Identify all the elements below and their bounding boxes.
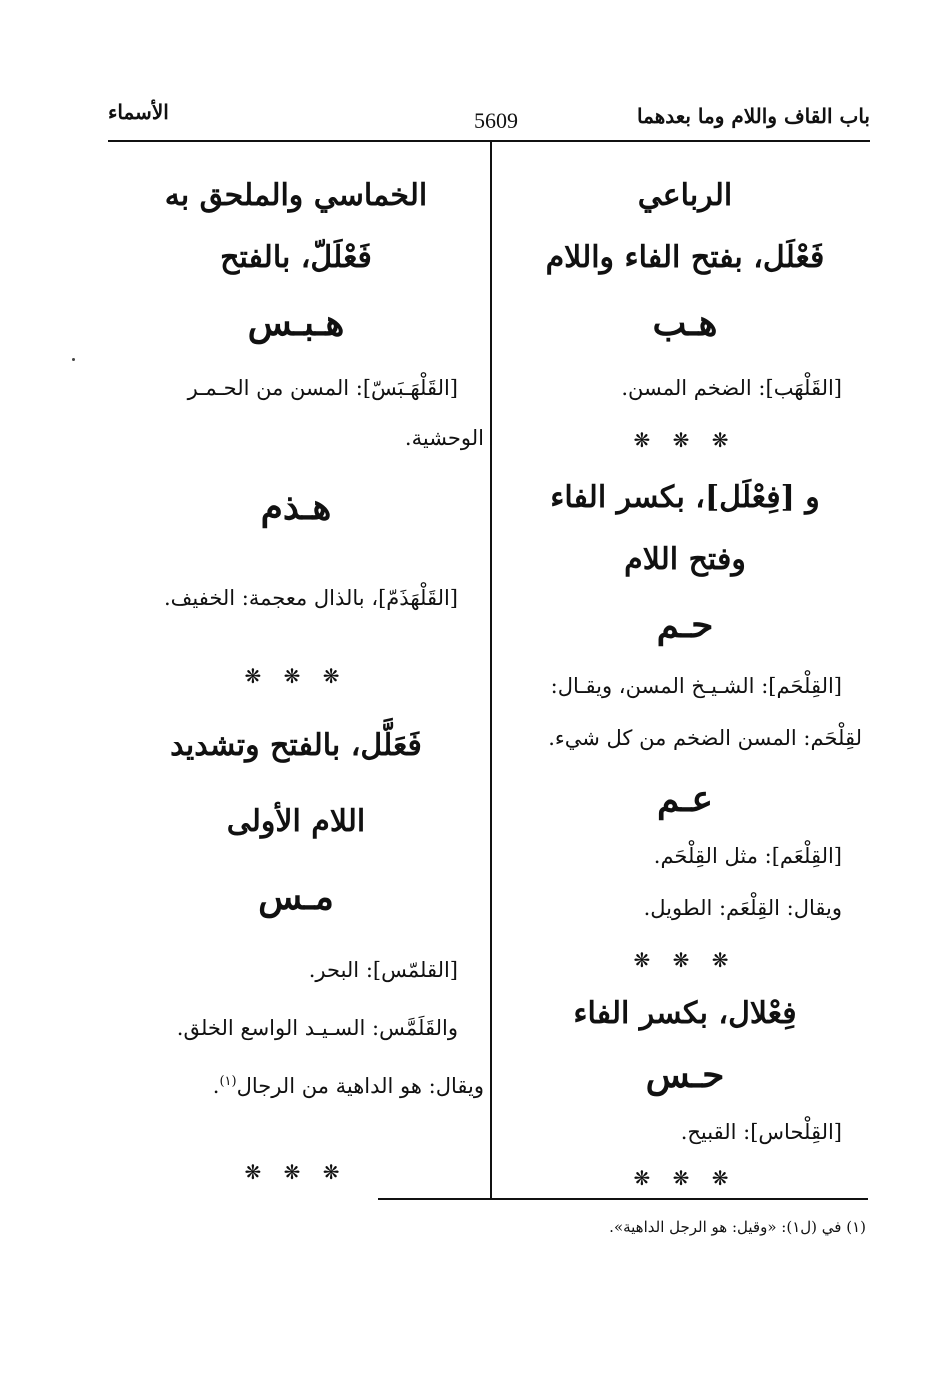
root-heading: عـم bbox=[657, 778, 713, 820]
root-heading: هـب bbox=[652, 302, 718, 344]
pattern-heading: وفتح اللام bbox=[624, 542, 746, 577]
pattern-heading: فِعْلال، بكسر الفاء bbox=[573, 996, 797, 1031]
root-heading: هـبـس bbox=[247, 302, 345, 344]
heading-quadrilateral: الرباعي bbox=[637, 178, 733, 213]
definition-line: والقَلَمَّس: السـيـد الواسع الخلق. bbox=[176, 1016, 458, 1040]
chapter-title: باب القاف واللام وما بعدهما bbox=[637, 104, 870, 128]
definition-line: [القِلْعَم]: مثل القِلْحَم. bbox=[653, 844, 842, 868]
footnote-rule bbox=[378, 1198, 868, 1200]
section-separator: ❋ ❋ ❋ bbox=[633, 948, 737, 972]
section-separator: ❋ ❋ ❋ bbox=[244, 1160, 348, 1184]
definition-text: ويقال: هو الداهية من الرجال bbox=[236, 1074, 484, 1098]
heading-quinquiliteral: الخماسي والملحق به bbox=[164, 178, 428, 213]
definition-line: [القلمّس]: البحر. bbox=[308, 958, 458, 982]
definition-line: لقِلْحَم: المسن الضخم من كل شيء. bbox=[548, 726, 862, 750]
definition-line: ويقال: القِلْعَم: الطويل. bbox=[643, 896, 842, 920]
section-separator: ❋ ❋ ❋ bbox=[244, 664, 348, 688]
footnote-marker: (١) bbox=[219, 1074, 237, 1089]
section-separator: ❋ ❋ ❋ bbox=[633, 1166, 737, 1190]
section-title: الأسماء bbox=[108, 100, 169, 124]
definition-line: [القَلْهَـبَسّ]: المسن من الحـمـر bbox=[187, 376, 458, 400]
root-heading: حـم bbox=[656, 604, 714, 646]
running-header bbox=[108, 100, 870, 142]
root-heading: حـس bbox=[645, 1054, 725, 1096]
definition-line: [القَلْهَذَمّ]، بالذال معجمة: الخفيف. bbox=[163, 586, 458, 610]
definition-line: [القَلْهَب]: الضخم المسن. bbox=[621, 376, 842, 400]
footnote: (١) في (ل١): «وقيل: هو الرجل الداهية». bbox=[609, 1218, 866, 1236]
definition-line: [القِلْحاس]: القبيح. bbox=[680, 1120, 842, 1144]
definition-line bbox=[108, 1074, 484, 1098]
root-heading: مـس bbox=[258, 876, 334, 918]
pattern-heading: فَعْلَل، بفتح الفاء واللام bbox=[545, 240, 825, 275]
print-speck bbox=[72, 358, 75, 361]
definition-line: الوحشية. bbox=[404, 426, 484, 450]
root-heading: هـذم bbox=[260, 486, 332, 528]
pattern-heading: و [فِعْلَل]، بكسر الفاء bbox=[550, 480, 820, 515]
section-separator: ❋ ❋ ❋ bbox=[633, 428, 737, 452]
pattern-heading: فَعْلَلّ، بالفتح bbox=[220, 240, 372, 275]
definition-line: [القِلْحَم]: الشـيـخ المسن، ويقـال: bbox=[550, 674, 842, 698]
definition-end: . bbox=[212, 1074, 220, 1098]
column-divider bbox=[490, 142, 492, 1198]
pattern-heading: اللام الأولى bbox=[226, 804, 366, 839]
page-number: 5609 bbox=[474, 108, 518, 133]
pattern-heading: فَعَلَّل، بالفتح وتشديد bbox=[170, 728, 422, 763]
